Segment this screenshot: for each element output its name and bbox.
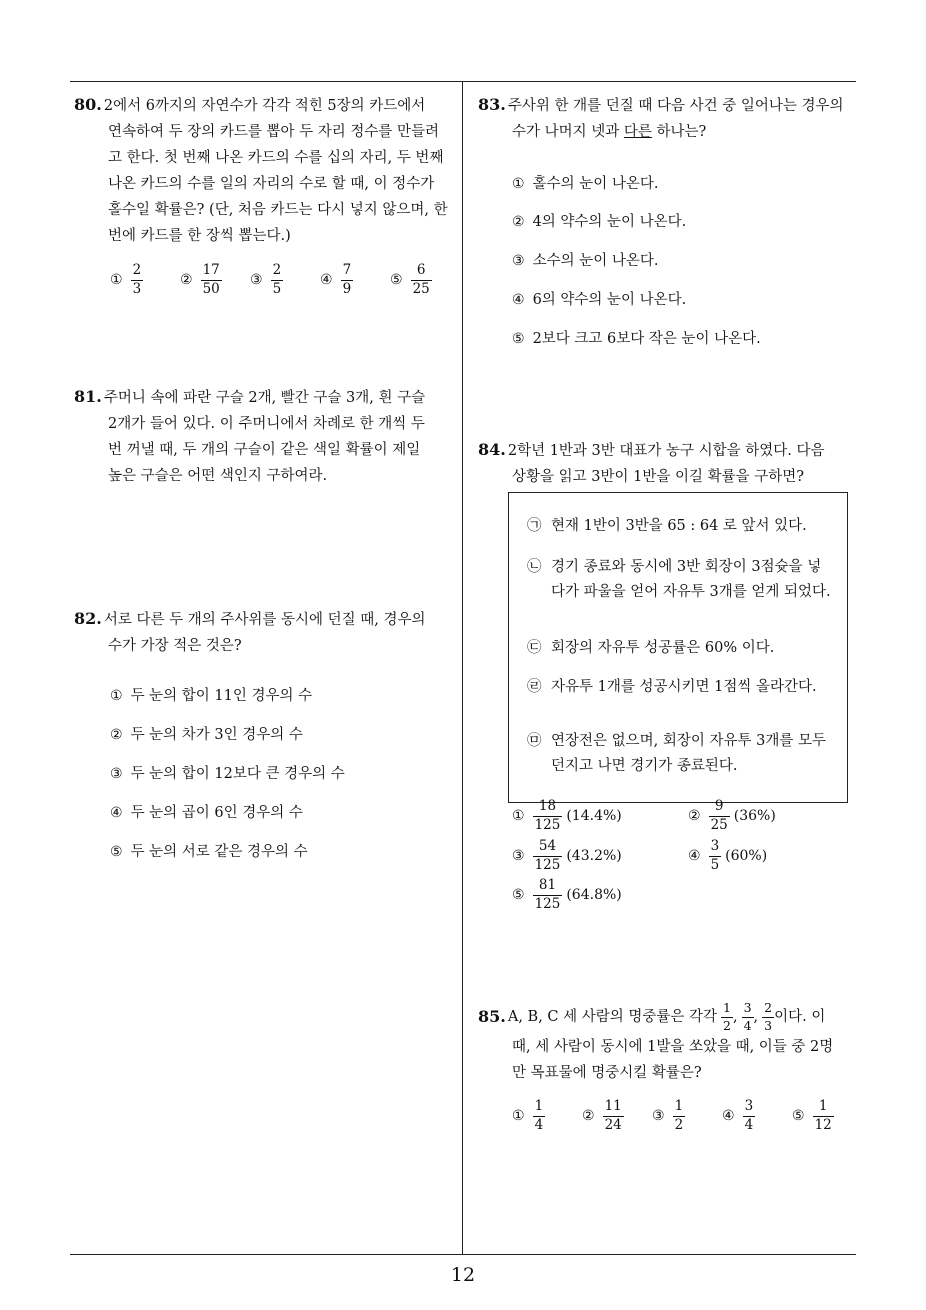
top-rule: [70, 81, 856, 82]
condition-3: ㉢ 회장의 자유투 성공률은 60% 이다.: [527, 640, 775, 656]
choice-3[interactable]: ③ 두 눈의 합이 12보다 큰 경우의 수: [110, 766, 345, 782]
choice-1[interactable]: ① 두 눈의 합이 11인 경우의 수: [110, 688, 313, 704]
choice-2[interactable]: ② $\frac{11}{24}$: [582, 1098, 622, 1133]
choice-4[interactable]: ④ 두 눈의 곱이 6인 경우의 수: [110, 805, 303, 821]
choice-2[interactable]: ② 두 눈의 차가 3인 경우의 수: [110, 727, 303, 743]
question-81: [74, 384, 459, 489]
condition-4: ㉣ 자유투 1개를 성공시키면 1점씩 올라간다.: [527, 679, 817, 695]
page-number: 12: [450, 1264, 476, 1286]
question-84-choice-2[interactable]: ② $\frac{9}{25}$ (36%): [688, 798, 776, 833]
fraction: $\frac{11}{24}$: [604, 1098, 622, 1133]
fraction: $\frac{1}{2}$: [723, 1000, 731, 1033]
question-84-text: 84. 2학년 1반과 3반 대표가 농구 시합을 하였다. 다음 상황을 읽고 3반이 1반을 이길 확률을 구하면?: [478, 440, 825, 485]
question-number: 80.: [74, 95, 102, 114]
choice-2[interactable]: ② 4의 약수의 눈이 나온다.: [512, 214, 687, 230]
choice-5[interactable]: ⑤ 두 눈의 서로 같은 경우의 수: [110, 844, 308, 860]
question-number: 85.: [478, 1007, 506, 1026]
question-85-text: 85. A, B, C 세 사람의 명중률은 각각 $\frac{1}{2}$ , $\frac{3}{4}$ , $\frac{2}{3}$ 이다. 이 때, 세 사람이 동시에 1발을 쏘았을 때, 이들 중 2명 만 목표물에 명중시킬 확률은?: [478, 1000, 834, 1081]
question-80-choices: [110, 264, 460, 296]
question-82: [74, 606, 459, 659]
fraction: $\frac{2}{3}$: [764, 1000, 773, 1033]
question-82-choices: [110, 684, 450, 864]
conditions-box: [508, 492, 848, 803]
question-85: [478, 1000, 863, 1086]
fraction: $\frac{3}{5}$: [710, 838, 720, 873]
question-84: [478, 437, 863, 490]
question-number: 81.: [74, 387, 102, 406]
choice-5[interactable]: ⑤ $\frac{6}{25}$: [390, 262, 430, 297]
fraction: $\frac{81}{125}$: [534, 877, 561, 912]
fraction: $\frac{9}{25}$: [710, 798, 728, 833]
question-83-text: 83. 주사위 한 개를 던질 때 다음 사건 중 일어나는 경우의 수가 나머지 넷과 다른 하나는?: [478, 95, 844, 140]
fraction: $\frac{2}{5}$: [272, 262, 282, 297]
bottom-rule: [70, 1254, 856, 1255]
condition-2: ㉡ 경기 종료와 동시에 3반 회장이 3점슛을 넣다가 파울을 얻어 자유투 3개를 얻게 되었다.: [527, 559, 831, 600]
question-84-choice-4[interactable]: ④ $\frac{3}{5}$ (60%): [688, 838, 768, 873]
fraction: $\frac{3}{4}$: [744, 1098, 754, 1133]
choice-4[interactable]: ④ $\frac{3}{4}$: [722, 1098, 754, 1133]
choice-4[interactable]: ④ $\frac{7}{9}$: [320, 262, 352, 297]
question-84-choice-3[interactable]: ③ $\frac{54}{125}$ (43.2%): [512, 838, 622, 873]
column-divider: [462, 81, 463, 1255]
question-84-choice-1[interactable]: ① $\frac{18}{125}$ (14.4%): [512, 798, 622, 833]
fraction: $\frac{6}{25}$: [412, 262, 430, 297]
choice-1[interactable]: ① $\frac{2}{3}$: [110, 262, 142, 297]
choice-3[interactable]: ③ $\frac{2}{5}$: [250, 262, 282, 297]
fraction: $\frac{2}{3}$: [132, 262, 142, 297]
choice-5[interactable]: ⑤ $\frac{1}{12}$: [792, 1098, 832, 1133]
choice-2[interactable]: ② $\frac{17}{50}$: [180, 262, 220, 297]
choice-4[interactable]: ④ 6의 약수의 눈이 나온다.: [512, 292, 687, 308]
fraction: $\frac{17}{50}$: [202, 262, 220, 297]
choice-5[interactable]: ⑤ 2보다 크고 6보다 작은 눈이 나온다.: [512, 331, 761, 347]
condition-1: ㉠ 현재 1반이 3반을 65 : 64 로 앞서 있다.: [527, 518, 807, 534]
fraction: $\frac{1}{12}$: [814, 1098, 832, 1133]
question-81-text: 81. 주머니 속에 파란 구슬 2개, 빨간 구슬 3개, 흰 구슬 2개가 들어 있다. 이 주머니에서 차례로 한 개씩 두 번 꺼낼 때, 두 개의 구슬이 같은 색일 확률이 제일 높은 구슬은 어떤 색인지 구하여라.: [74, 387, 426, 484]
fraction: $\frac{18}{125}$: [534, 798, 561, 833]
choice-3[interactable]: ③ 소수의 눈이 나온다.: [512, 253, 659, 269]
question-83: [478, 92, 858, 145]
question-82-text: 82. 서로 다른 두 개의 주사위를 동시에 던질 때, 경우의 수가 가장 적은 것은?: [74, 609, 426, 654]
question-84-choice-5[interactable]: ⑤ $\frac{81}{125}$ (64.8%): [512, 877, 622, 912]
choice-1[interactable]: ① 홀수의 눈이 나온다.: [512, 176, 659, 192]
question-number: 84.: [478, 440, 506, 459]
question-number: 83.: [478, 95, 506, 114]
condition-5: ㉤ 연장전은 없으며, 회장이 자유투 3개를 모두 던지고 나면 경기가 종료된다.: [527, 733, 826, 774]
choice-1[interactable]: ① $\frac{1}{4}$: [512, 1098, 544, 1133]
fraction: $\frac{3}{4}$: [743, 1000, 752, 1033]
question-number: 82.: [74, 609, 102, 628]
fraction: $\frac{7}{9}$: [342, 262, 352, 297]
question-83-choices: [512, 172, 852, 352]
fraction: $\frac{54}{125}$: [534, 838, 561, 873]
fraction: $\frac{1}{2}$: [674, 1098, 684, 1133]
question-80-text: 80. 2에서 6까지의 자연수가 각각 적힌 5장의 카드에서 연속하여 두 장의 카드를 뽑아 두 자리 정수를 만들려 고 한다. 첫 번째 나온 카드의 수를 십의 자리, 두 번째 나온 카드의 수를 일의 자리의 수로 할 때, 이 정수가 홀수일 확률은? (단, 처음 카드는 다시 넣지 않으며, 한 번에 카드를 한 장씩 뽑는다.): [74, 95, 448, 244]
underlined-word: 다른: [623, 124, 652, 140]
question-85-choices: [512, 1100, 862, 1132]
fraction: $\frac{1}{4}$: [534, 1098, 544, 1133]
choice-3[interactable]: ③ $\frac{1}{2}$: [652, 1098, 684, 1133]
question-80: [74, 92, 459, 249]
